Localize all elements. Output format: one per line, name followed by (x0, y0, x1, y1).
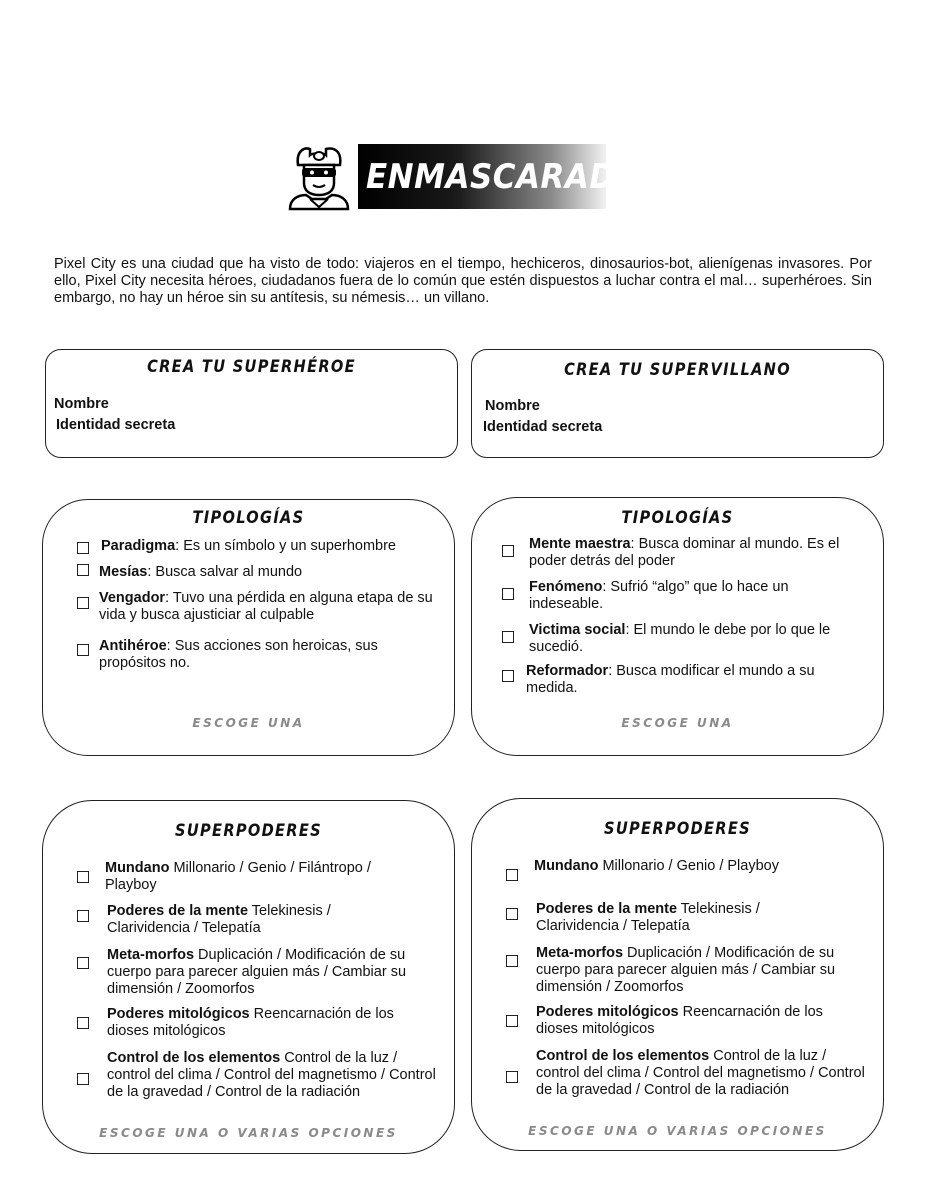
hero-type-antiheroe-checkbox[interactable] (77, 644, 89, 656)
villain-power-mundano-checkbox[interactable] (506, 869, 518, 881)
villain-power-mente: Poderes de la mente Telekinesis / Clarividencia / Telepatía (536, 901, 760, 934)
hero-type-mesias-checkbox[interactable] (77, 564, 89, 576)
hero-create-heading: CREA TU SUPERHÉROE (147, 357, 356, 377)
hero-identity-label: Identidad secreta (56, 417, 176, 433)
villain-powers-heading: SUPERPODERES (604, 819, 751, 839)
villain-power-mitologicos: Poderes mitológicos Reencarnación de los dioses mitológicos (536, 1004, 823, 1037)
hero-type-mesias: Mesías: Busca salvar al mundo (99, 564, 303, 580)
villain-power-mente-checkbox[interactable] (506, 908, 518, 920)
villain-power-metamorfos-checkbox[interactable] (506, 955, 518, 967)
villain-type-mente-maestra: Mente maestra: Busca dominar al mundo. Es el poder detrás del poder (529, 536, 840, 569)
hero-power-metamorfos-checkbox[interactable] (77, 957, 89, 969)
title-logo (284, 143, 354, 211)
villain-name-label: Nombre (485, 398, 540, 414)
villain-identity-label: Identidad secreta (483, 419, 603, 435)
villain-type-mente-maestra-checkbox[interactable] (502, 545, 514, 557)
villain-types-box (471, 497, 884, 756)
hero-power-mitologicos: Poderes mitológicos Reencarnación de los dioses mitológicos (107, 1006, 394, 1039)
villain-types-footer: ESCOGE UNA (621, 716, 734, 730)
hero-type-vengador: Vengador: Tuvo una pérdida en alguna etapa de su vida y busca ajusticiar al culpable (99, 590, 433, 623)
hero-powers-footer: ESCOGE UNA O VARIAS OPCIONES (99, 1126, 398, 1140)
masked-hero-icon (284, 143, 354, 211)
page-title: ENMASCARADOS (366, 157, 666, 196)
hero-power-mundano: Mundano Millonario / Genio / Filántropo / Playboy (105, 860, 371, 893)
hero-types-heading: TIPOLOGÍAS (192, 508, 305, 528)
villain-type-reformador: Reformador: Busca modificar el mundo a su medida. (526, 663, 815, 696)
hero-type-antiheroe: Antihéroe: Sus acciones son heroicas, sus propósitos no. (99, 638, 378, 671)
villain-power-elementos-checkbox[interactable] (506, 1071, 518, 1083)
villain-power-mundano: Mundano Millonario / Genio / Playboy (534, 858, 779, 874)
hero-create-box (45, 349, 458, 458)
hero-types-box (42, 499, 455, 756)
title-banner (358, 144, 666, 209)
hero-power-elementos-checkbox[interactable] (77, 1073, 89, 1085)
villain-power-metamorfos: Meta-morfos Duplicación / Modificación de su cuerpo para parecer alguien más / Cambiar su dimensión / Zoomorfos (536, 945, 836, 995)
villain-type-victima-social: Victima social: El mundo le debe por lo que le sucedió. (529, 622, 831, 655)
villain-create-heading: CREA TU SUPERVILLANO (564, 360, 791, 380)
hero-power-mundano-checkbox[interactable] (77, 871, 89, 883)
villain-powers-box (471, 798, 884, 1151)
villain-type-fenomeno-checkbox[interactable] (502, 588, 514, 600)
villain-power-mitologicos-checkbox[interactable] (506, 1015, 518, 1027)
hero-power-metamorfos: Meta-morfos Duplicación / Modificación de su cuerpo para parecer alguien más / Cambiar su dimensión / Zoomorfos (107, 947, 407, 997)
hero-powers-box (42, 800, 455, 1154)
hero-types-footer: ESCOGE UNA (192, 716, 305, 730)
villain-create-box (471, 349, 884, 458)
hero-powers-heading: SUPERPODERES (175, 821, 322, 841)
hero-type-vengador-checkbox[interactable] (77, 597, 89, 609)
hero-name-label: Nombre (54, 396, 109, 412)
hero-power-mente-checkbox[interactable] (77, 910, 89, 922)
hero-power-elementos: Control de los elementos Control de la luz / control del clima / Control del magnetismo / Control de la gravedad / Control de la radiación (107, 1050, 436, 1100)
intro-paragraph: Pixel City es una ciudad que ha visto de todo: viajeros en el tiempo, hechiceros, dinosaurios-bot, alienígenas invasores. Por ello, Pixel City necesita héroes, ciudadanos fuera de lo común que estén dispuestos a luchar contra el mal… superhéroes. Sin embargo, no hay un héroe sin su antítesis, su némesis… un villano. (54, 256, 872, 306)
hero-power-mente: Poderes de la mente Telekinesis / Clarividencia / Telepatía (107, 903, 331, 936)
hero-type-paradigma: Paradigma: Es un símbolo y un superhombre (101, 538, 396, 554)
villain-types-heading: TIPOLOGÍAS (621, 508, 734, 528)
villain-type-fenomeno: Fenómeno: Sufrió “algo” que lo hace un indeseable. (529, 579, 789, 612)
hero-power-mitologicos-checkbox[interactable] (77, 1017, 89, 1029)
villain-power-elementos: Control de los elementos Control de la luz / control del clima / Control del magnetismo / Control de la gravedad / Control de la radiación (536, 1048, 865, 1098)
hero-type-paradigma-checkbox[interactable] (77, 542, 89, 554)
villain-type-reformador-checkbox[interactable] (502, 670, 514, 682)
villain-powers-footer: ESCOGE UNA O VARIAS OPCIONES (528, 1124, 827, 1138)
villain-type-victima-social-checkbox[interactable] (502, 631, 514, 643)
